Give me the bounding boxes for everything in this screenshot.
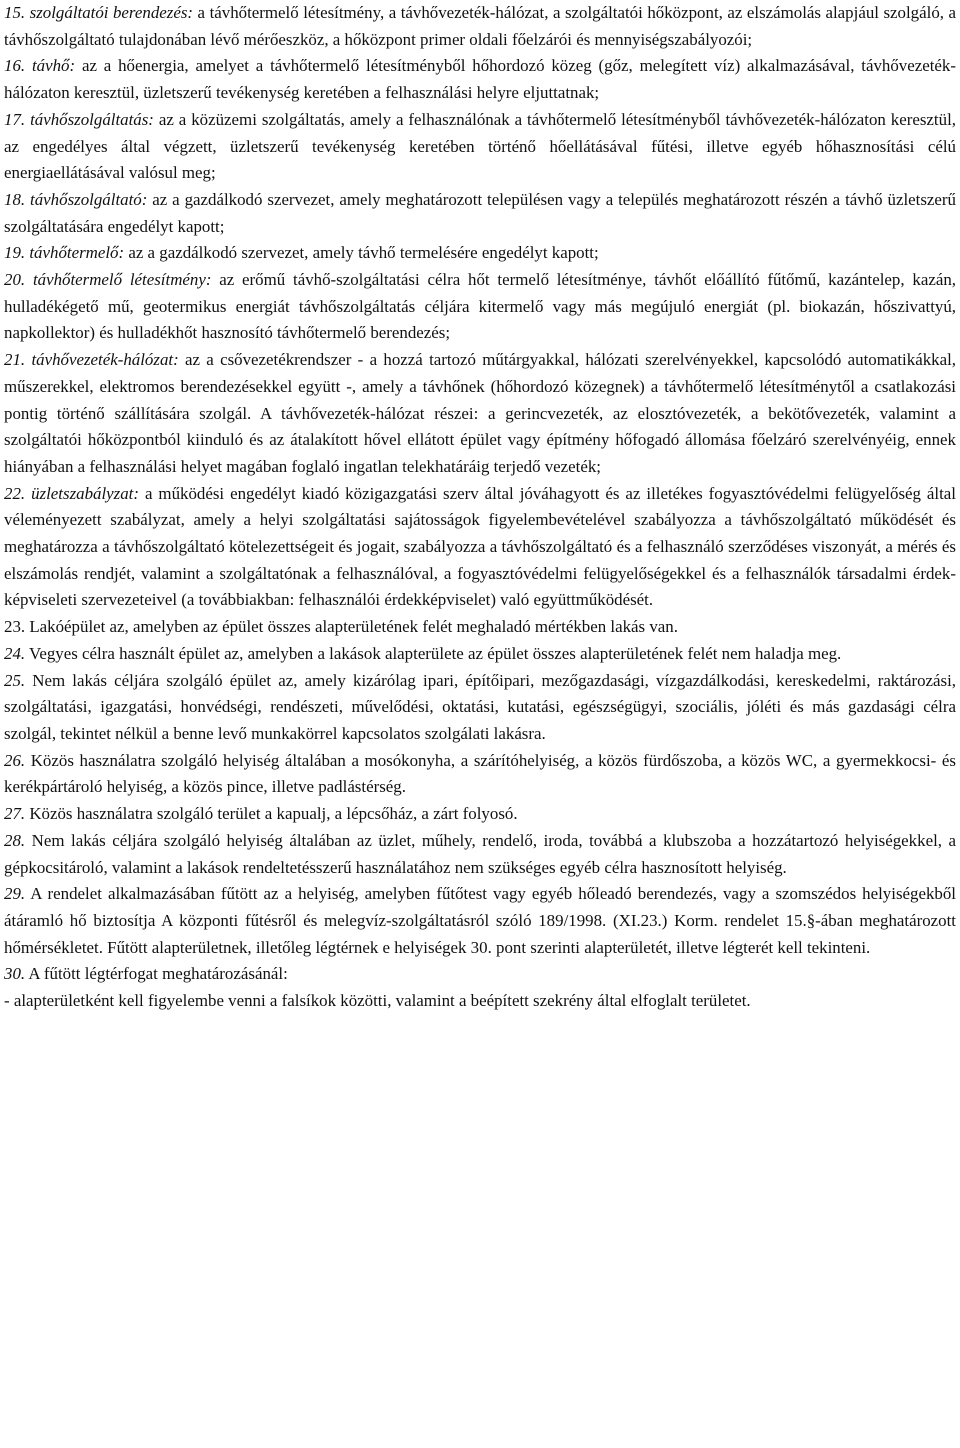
definition-text: Vegyes célra használt épület az, amelyben a lakások alapterülete az épület összes alapterületének felét nem haladja meg. — [25, 643, 842, 663]
definition-text: az a gazdálkodó szervezet, amely meghatározott településen vagy a település meghatározott részén a távhő üzletszerű szolgáltatására engedélyt kapott; — [4, 189, 956, 236]
definition-text: az erőmű távhő-szolgáltatási célra hőt termelő létesítménye, távhőt előállító fűtőmű, kazántelep, kazán, hulladékégető mű, geotermikus energiát távhőszolgáltatás céljára kitermelő vagy más megújuló energiát (pl. biokazán, hőszivattyú, napkollektor) és hulladékhőt hasznosító távhőtermelő berendezés; — [4, 270, 956, 343]
definition-27 — [4, 801, 956, 828]
item-number: 25. — [4, 670, 26, 690]
definition-19 — [4, 240, 956, 267]
definition-23 — [4, 614, 956, 641]
item-number: 20. — [4, 270, 26, 290]
definition-25 — [4, 668, 956, 748]
defined-term: távhő: — [31, 56, 76, 76]
definition-26 — [4, 748, 956, 801]
definition-18 — [4, 187, 956, 240]
defined-term: távhőtermelő: — [29, 243, 125, 263]
item-number: 15. — [4, 3, 26, 22]
definition-text: a távhőtermelő létesítmény, a távhővezeték-hálózat, a szolgáltatói hőközpont, az elszámolás alapjául szolgáló, a távhőszolgáltató tulajdonában lévő mérőeszköz, a hőközpont primer oldali főelzárói és mennyiségszabályozói; — [4, 3, 956, 49]
definition-text: A fűtött légtérfogat meghatározásánál: — [25, 964, 288, 984]
item-number: 21. — [4, 350, 26, 370]
defined-term: távhőtermelő létesítmény: — [32, 270, 212, 290]
item-number: 27. — [4, 804, 26, 824]
item-number: 16. — [4, 56, 26, 76]
definition-text: Nem lakás céljára szolgáló helyiség általában az üzlet, műhely, rendelő, iroda, továbbá a klubszoba a hozzátartozó helyiségekkel, a gépkocsitároló, valamint a lakások rendeltetésszerű használatához nem szükséges egyéb célra hasznosított helyiség. — [4, 830, 956, 877]
definition-22 — [4, 481, 956, 615]
definition-text: - alapterületként kell figyelembe venni a falsíkok közötti, valamint a beépített szekrény által elfoglalt területet. — [4, 991, 751, 1011]
definition-15 — [4, 0, 956, 53]
item-number: 24. — [4, 643, 26, 663]
defined-term: távhővezeték-hálózat: — [31, 350, 179, 370]
item-number: 29. — [4, 884, 26, 904]
item-number: 26. — [4, 750, 26, 770]
definition-text: az a hőenergia, amelyet a távhőtermelő létesítményből hőhordozó közeg (gőz, melegített víz) alkalmazásával, távhővezeték-hálózaton keresztül, üzletszerű tevékenység keretében a felhasználási helyre eljuttatnak; — [4, 56, 956, 103]
defined-term: távhőszolgáltató: — [30, 189, 148, 209]
definition-text: A rendelet alkalmazásában fűtött az a helyiség, amelyben fűtőtest vagy egyéb hőleadó berendezés, vagy a szomszédos helyiségekből átáramló hő biztosítja A központi fűtésről és melegvíz-szolgáltatásról szóló 189/1998. (XI.23.) Korm. rendelet 15.§-ában meghatározott hőmérsékletet. Fűtött alapterületnek, illetőleg légtérnek e helyiségek 30. pont szerinti alapterületét, illetve légterét kell tekinteni. — [4, 884, 956, 957]
definition-29 — [4, 881, 956, 961]
defined-term: üzletszabályzat: — [31, 483, 140, 503]
definition-20 — [4, 267, 956, 347]
definition-text: az a közüzemi szolgáltatás, amely a felhasználónak a távhőtermelő létesítményből távhővezeték-hálózaton keresztül, az engedélyes által végzett, üzletszerű tevékenység keretében történő hőellátásával fűtési, illetve egyéb hőhasznosítási célú energiaellátásával valósul meg; — [4, 109, 956, 183]
definition-17 — [4, 107, 956, 187]
item-number: 22. — [4, 483, 26, 503]
definition-24 — [4, 641, 956, 668]
definition-text: Közös használatra szolgáló helyiség általában a mosókonyha, a szárítóhelyiség, a közös fürdőszoba, a közös WC, a gyermekkocsi- és kerékpártároló helyiség, a közös pince, illetve padlástérség. — [4, 750, 956, 797]
definition-text: az a gazdálkodó szervezet, amely távhő termelésére engedélyt kapott; — [124, 243, 599, 263]
item-number: 18. — [4, 189, 26, 209]
defined-term: szolgáltatói berendezés: — [29, 3, 194, 22]
definition-text: az a csővezetékrendszer - a hozzá tartozó műtárgyakkal, hálózati szerelvényekkel, kapcsolódó automatikákkal, műszerekkel, elektromos berendezésekkel együtt -, amely a távhőnek (hőhordozó közegnek) a távhőtermelő létesítménytől a csatlakozási pontig történő szállítására szolgál. A távhővezeték-hálózat részei: a gerincvezeték, az elosztóvezeték, a bekötővezeték, valamint a szolgáltatói hőközpontból kiinduló és az átalakított hővel ellátott épület vagy építmény hőfogadó állomása főelzáró szerelvényéig, ennek hiányában a felhasználási helyet magában foglaló ingatlan telekhatáráig terjedő vezeték; — [4, 350, 956, 476]
defined-term: távhőszolgáltatás: — [30, 109, 154, 129]
definition-28 — [4, 828, 956, 881]
item-number: 17. — [4, 109, 26, 129]
item-number: 30. — [4, 964, 26, 984]
item-number: 23. — [4, 617, 26, 637]
item-number: 28. — [4, 830, 26, 850]
definition-21 — [4, 347, 956, 481]
definition-text: a működési engedélyt kiadó közigazgatási szerv által jóváhagyott és az illetékes fogyasztóvédelmi felügyelőség által véleményezett szabályzat, amely a helyi szolgáltatási sajátosságok figyelembevételével szabályozza a távhőszolgáltató működését és meghatározza a távhőszolgáltató kötelezettségeit és jogait, szabályozza a távhőszolgáltató és a felhasználó szerződéses viszonyát, a mérés és elszámolás rendjét, valamint a szolgáltatónak a felhasználóval, a fogyasztóvédelmi felügyelőségekkel és a felhasználók társadalmi érdek-képviseleti szervezeteivel (a továbbiakban: felhasználói érdekképviselet) való együttműködését. — [4, 483, 956, 610]
definition-text: Lakóépület az, amelyben az épület összes alapterületének felét meghaladó mértékben lakás van. — [25, 617, 678, 637]
definition-30 — [4, 961, 956, 988]
definition-text: Közös használatra szolgáló terület a kapualj, a lépcsőház, a zárt folyosó. — [25, 804, 518, 824]
definition-text: Nem lakás céljára szolgáló épület az, amely kizárólag ipari, építőipari, mezőgazdasági, vízgazdálkodási, kereskedelmi, raktározási, szolgáltatási, igazgatási, honvédségi, rendészeti, művelődési, oktatási, kutatási, egészségügyi, szociális, jóléti és más gazdasági célra szolgál, tekintet nélkül a benne levő munkakörrel kapcsolatos szolgálati lakásra. — [4, 670, 956, 743]
definition-30-subitem — [4, 988, 956, 1015]
definition-16 — [4, 53, 956, 106]
item-number: 19. — [4, 243, 26, 263]
